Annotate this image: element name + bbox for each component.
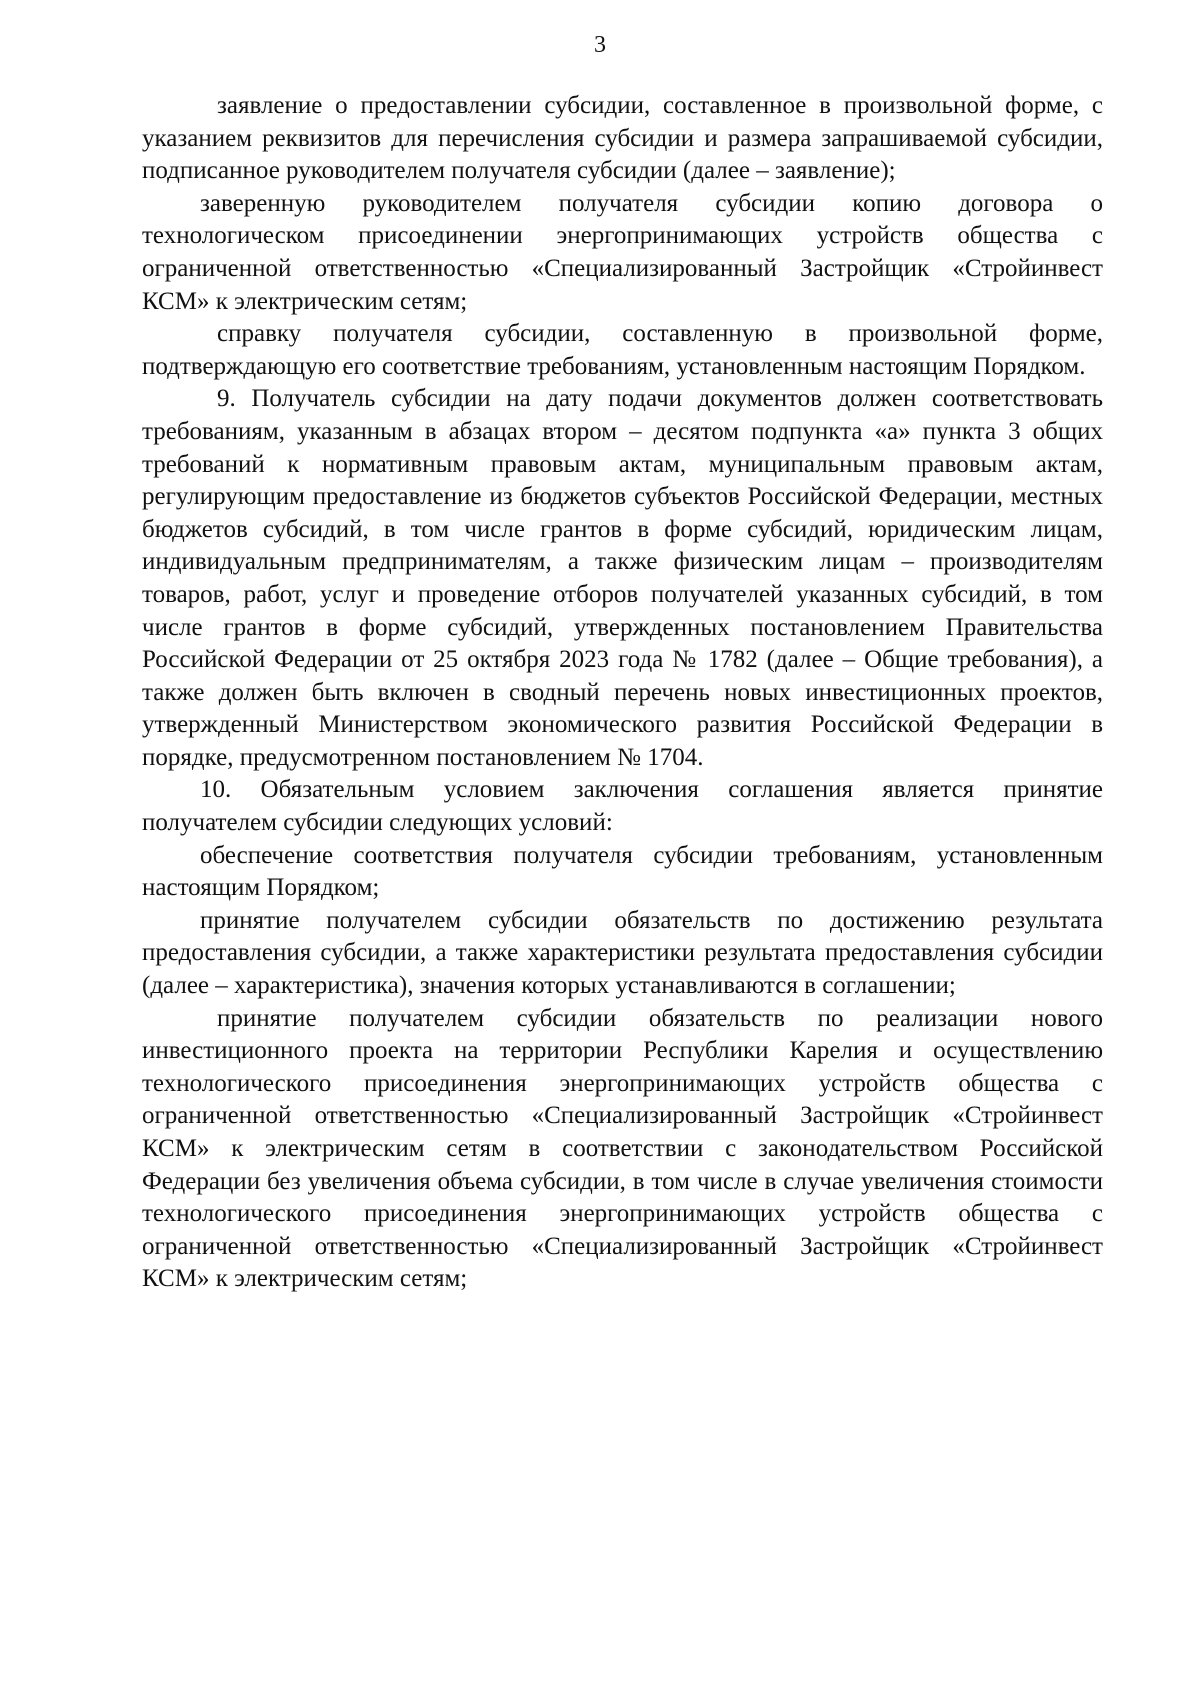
paragraph-contract-copy: заверенную руководителем получателя субсидии копию договора о технологическом присоединении энергопринимающих устройств общества с ограниченной ответственностью «Специализированный Застройщик «Стройинвест КСМ» к электрическим сетям; — [142, 189, 1103, 315]
paragraph-item-9: 9. Получатель субсидии на дату подачи документов должен соответствовать требованиям, указанным в абзацах втором – десятом подпункта «а» пункта 3 общих требований к нормативным правовым актам, муниципальным правовым актам, регулирующим предоставление из бюджетов субъектов Российской Федерации, местных бюджетов субсидий, в том числе грантов в форме субсидий, юридическим лицам, индивидуальным предпринимателям, а также физическим лицам – производителям товаров, работ, услуг и проведение отборов получателей указанных субсидий, в том числе грантов в форме субсидий, утвержденных постановлением Правительства Российской Федерации от 25 октября 2023 года № 1782 (далее – Общие требования), а также должен быть включен в сводный перечень новых инвестиционных проектов, утвержденный Министерством экономического развития Российской Федерации в порядке, предусмотренном постановлением № 1704. — [142, 385, 1103, 771]
paragraph-compliance-certificate: справку получателя субсидии, составленную в произвольной форме, подтверждающую его соответствие требованиям, установленным настоящим Порядком. — [142, 320, 1103, 380]
document-body — [142, 90, 1103, 1296]
paragraph-condition-compliance: обеспечение соответствия получателя субсидии требованиям, установленным настоящим Порядком; — [142, 841, 1103, 902]
page-number: 3 — [594, 32, 606, 58]
paragraph-condition-result: принятие получателем субсидии обязательств по достижению результата предоставления субсидии, а также характеристики результата предоставления субсидии (далее – характеристика), значения которых устанавливаются в соглашении; — [142, 906, 1103, 1000]
paragraph-item-10: 10. Обязательным условием заключения соглашения является принятие получателем субсидии следующих условий: — [142, 776, 1103, 837]
paragraph-condition-investment-project: принятие получателем субсидии обязательств по реализации нового инвестиционного проекта на территории Республики Карелия и осуществлению технологического присоединения энергопринимающих устройств общества с ограниченной ответственностью «Специализированный Застройщик «Стройинвест КСМ» к электрическим сетям в соответствии с законодательством Российской Федерации без увеличения объема субсидии, в том числе в случае увеличения стоимости технологического присоединения энергопринимающих устройств общества с ограниченной ответственностью «Специализированный Застройщик «Стройинвест КСМ» к электрическим сетям; — [142, 1004, 1103, 1293]
paragraph-application: заявление о предоставлении субсидии, составленное в произвольной форме, с указанием реквизитов для перечисления субсидии и размера запрашиваемой субсидии, подписанное руководителем получателя субсидии (далее – заявление); — [142, 92, 1103, 185]
